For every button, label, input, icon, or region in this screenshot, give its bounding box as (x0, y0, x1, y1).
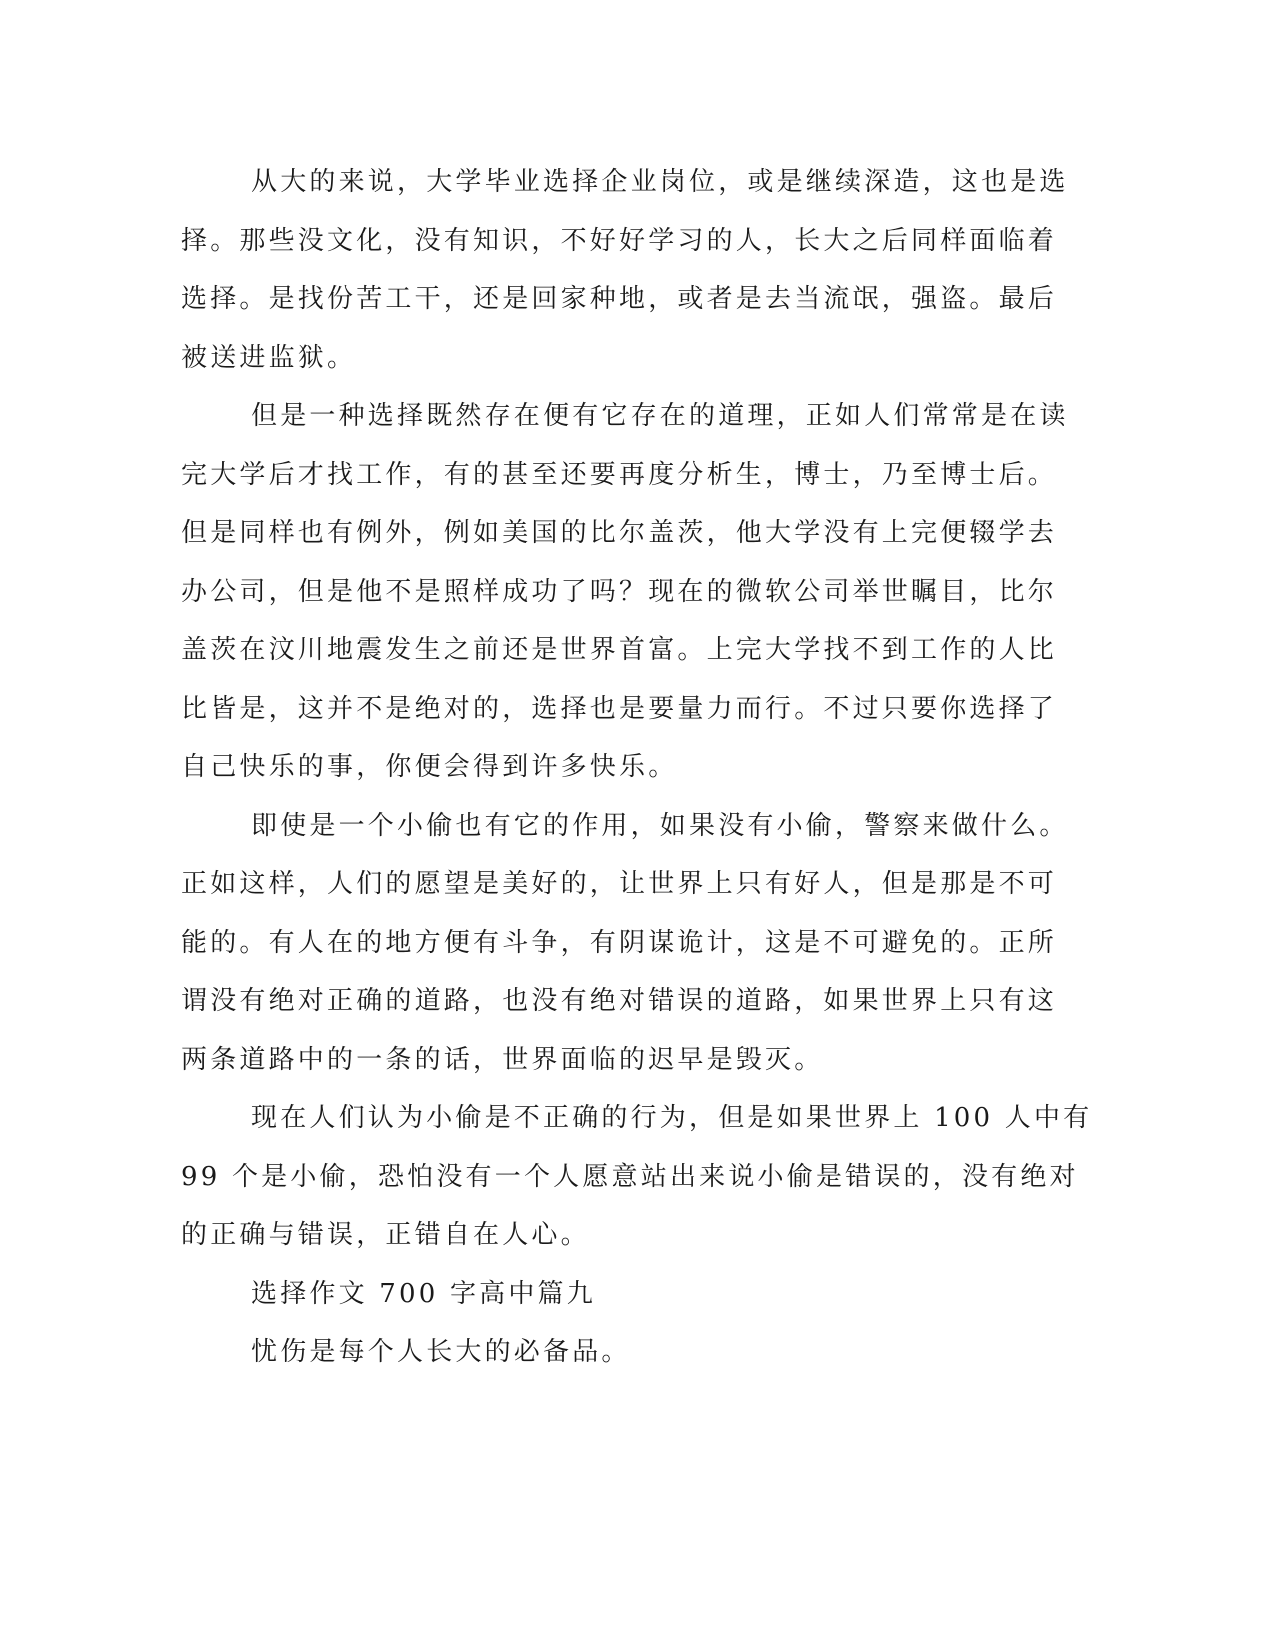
paragraph-2-line-7: 自己快乐的事，你便会得到许多快乐。 (181, 752, 678, 782)
paragraph-3-line-5: 两条道路中的一条的话，世界面临的迟早是毁灭。 (181, 1045, 824, 1075)
paragraph-3-line-4: 谓没有绝对正确的道路，也没有绝对错误的道路，如果世界上只有这 (181, 986, 1058, 1016)
paragraph-5-line-1: 忧伤是每个人长大的必备品。 (251, 1337, 631, 1367)
paragraph-2-line-6: 比皆是，这并不是绝对的，选择也是要量力而行。不过只要你选择了 (181, 694, 1058, 724)
paragraph-2-line-2: 完大学后才找工作，有的甚至还要再度分析生，博士，乃至博士后。 (181, 460, 1058, 490)
paragraph-4-line-3: 的正确与错误，正错自在人心。 (181, 1220, 590, 1250)
paragraph-3-line-1: 即使是一个小偷也有它的作用，如果没有小偷，警察来做什么。 (251, 811, 1069, 841)
paragraph-1-line-4: 被送进监狱。 (181, 343, 357, 373)
paragraph-2-line-4: 办公司，但是他不是照样成功了吗？现在的微软公司举世瞩目，比尔 (181, 577, 1058, 607)
paragraph-2-line-3: 但是同样也有例外，例如美国的比尔盖茨，他大学没有上完便辍学去 (181, 518, 1058, 548)
paragraph-1-line-1: 从大的来说，大学毕业选择企业岗位，或是继续深造，这也是选 (251, 167, 1069, 197)
paragraph-1-line-2: 择。那些没文化，没有知识，不好好学习的人，长大之后同样面临着 (181, 226, 1058, 256)
paragraph-1-line-3: 选择。是找份苦工干，还是回家种地，或者是去当流氓，强盗。最后 (181, 284, 1058, 314)
paragraph-3-line-3: 能的。有人在的地方便有斗争，有阴谋诡计，这是不可避免的。正所 (181, 928, 1058, 958)
paragraph-3-line-2: 正如这样，人们的愿望是美好的，让世界上只有好人，但是那是不可 (181, 869, 1058, 899)
paragraph-4-line-2: 99 个是小偷，恐怕没有一个人愿意站出来说小偷是错误的，没有绝对 (181, 1162, 1079, 1192)
paragraph-4-line-1: 现在人们认为小偷是不正确的行为，但是如果世界上 100 人中有 (251, 1103, 1093, 1133)
section-heading: 选择作文 700 字高中篇九 (251, 1279, 596, 1309)
paragraph-2-line-5: 盖茨在汶川地震发生之前还是世界首富。上完大学找不到工作的人比 (181, 635, 1058, 665)
paragraph-2-line-1: 但是一种选择既然存在便有它存在的道理，正如人们常常是在读 (251, 401, 1069, 431)
